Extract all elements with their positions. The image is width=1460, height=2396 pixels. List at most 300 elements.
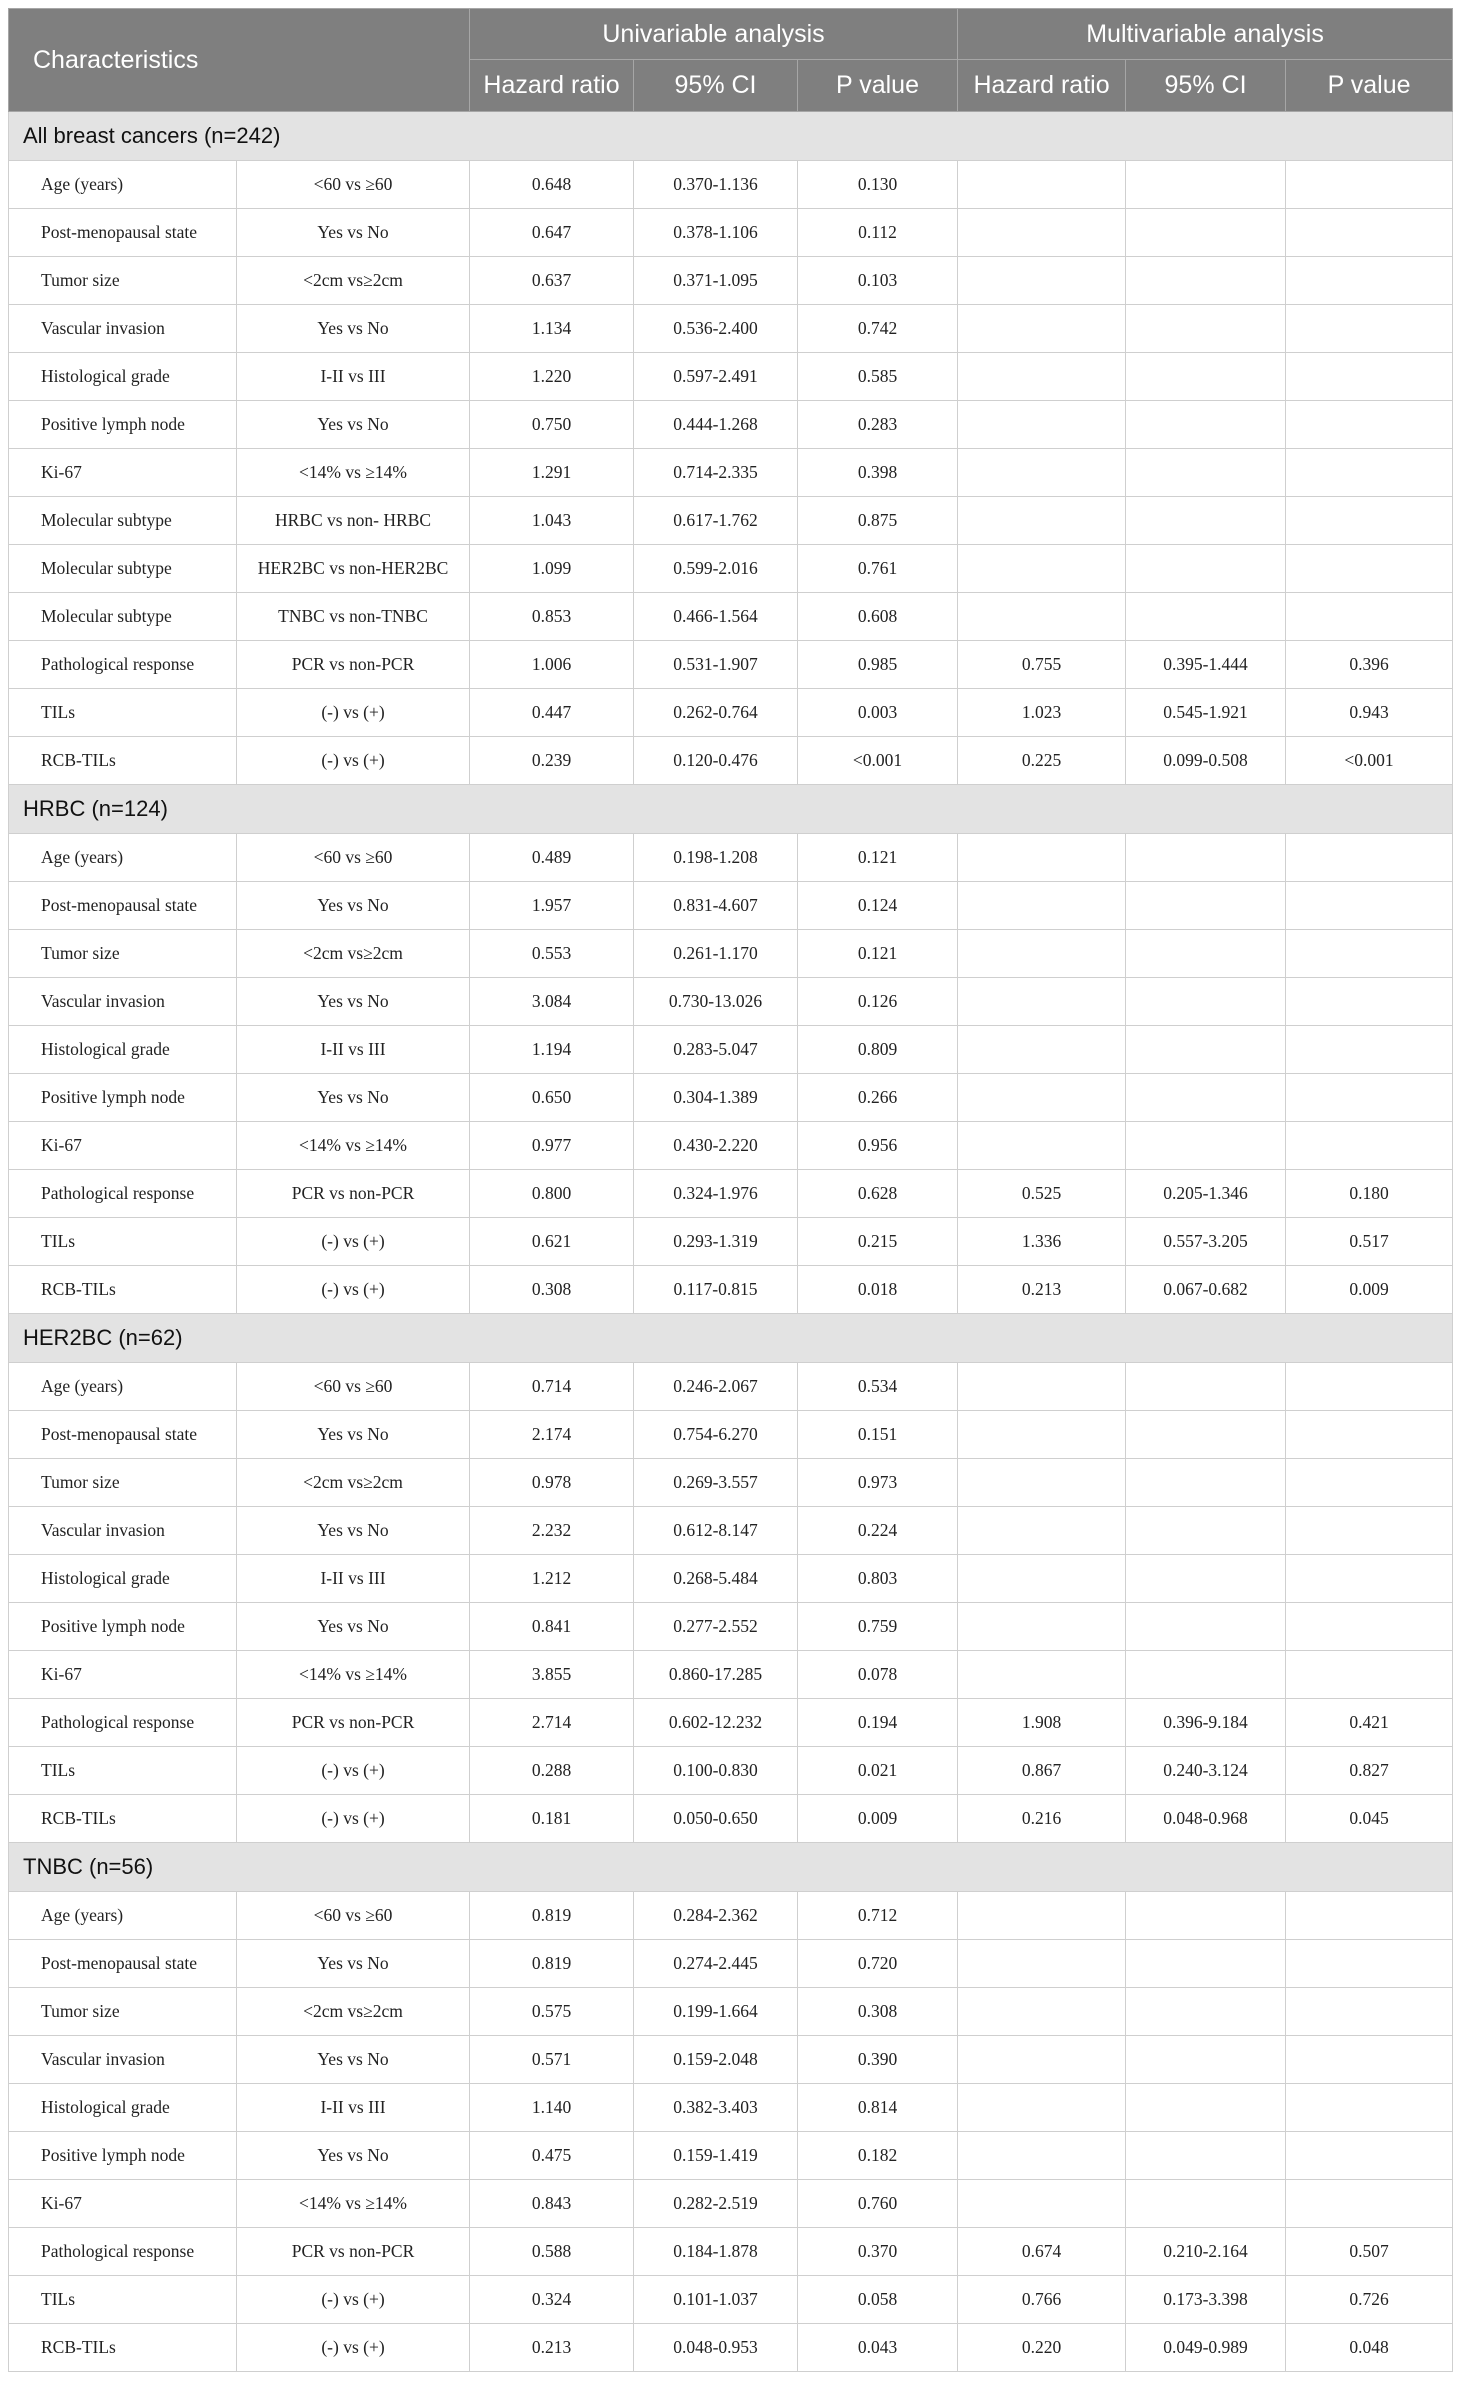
multi-ci-cell [1126,1074,1286,1122]
characteristic-cell: Post-menopausal state [9,1411,237,1459]
comparison-cell: <14% vs ≥14% [237,449,470,497]
uni-ci-cell: 0.284-2.362 [634,1892,798,1940]
comparison-cell: PCR vs non-PCR [237,1170,470,1218]
uni-p-value-cell: 0.742 [798,305,958,353]
table-row [9,593,1453,641]
comparison-cell: (-) vs (+) [237,1218,470,1266]
comparison-cell: Yes vs No [237,2132,470,2180]
multi-p-value-cell [1286,2132,1453,2180]
comparison-cell: (-) vs (+) [237,1266,470,1314]
multi-hazard-ratio-cell [958,834,1126,882]
characteristic-cell: Tumor size [9,1459,237,1507]
uni-ci-cell: 0.293-1.319 [634,1218,798,1266]
uni-hazard-ratio-cell: 0.213 [470,2324,634,2372]
uni-ci-cell: 0.324-1.976 [634,1170,798,1218]
uni-hazard-ratio-cell: 0.978 [470,1459,634,1507]
uni-p-value-cell: 0.215 [798,1218,958,1266]
uni-p-value-cell: <0.001 [798,737,958,785]
multi-p-value-cell [1286,1459,1453,1507]
uni-p-value-cell: 0.194 [798,1699,958,1747]
uni-ci-cell: 0.430-2.220 [634,1122,798,1170]
multi-ci-cell [1126,930,1286,978]
multi-ci-cell: 0.395-1.444 [1126,641,1286,689]
multi-p-value-cell: <0.001 [1286,737,1453,785]
multi-p-value-cell [1286,978,1453,1026]
multi-p-value-cell [1286,401,1453,449]
characteristic-cell: Pathological response [9,2228,237,2276]
uni-hazard-ratio-cell: 1.140 [470,2084,634,2132]
table-row [9,1747,1453,1795]
header-multi-ci: 95% CI [1126,60,1286,112]
multi-p-value-cell [1286,449,1453,497]
uni-p-value-cell: 0.809 [798,1026,958,1074]
uni-p-value-cell: 0.009 [798,1795,958,1843]
comparison-cell: <2cm vs≥2cm [237,1988,470,2036]
comparison-cell: I-II vs III [237,1026,470,1074]
comparison-cell: Yes vs No [237,1411,470,1459]
table-container [8,8,1452,2372]
multi-hazard-ratio-cell: 0.766 [958,2276,1126,2324]
multi-ci-cell: 0.240-3.124 [1126,1747,1286,1795]
table-row [9,1555,1453,1603]
multi-hazard-ratio-cell [958,545,1126,593]
multi-hazard-ratio-cell [958,1026,1126,1074]
uni-hazard-ratio-cell: 0.714 [470,1363,634,1411]
multi-p-value-cell [1286,930,1453,978]
uni-hazard-ratio-cell: 1.194 [470,1026,634,1074]
multi-hazard-ratio-cell: 0.225 [958,737,1126,785]
characteristic-cell: Age (years) [9,161,237,209]
table-row [9,737,1453,785]
uni-ci-cell: 0.597-2.491 [634,353,798,401]
uni-hazard-ratio-cell: 0.843 [470,2180,634,2228]
uni-hazard-ratio-cell: 0.571 [470,2036,634,2084]
comparison-cell: Yes vs No [237,209,470,257]
uni-p-value-cell: 0.021 [798,1747,958,1795]
uni-p-value-cell: 0.985 [798,641,958,689]
uni-p-value-cell: 0.130 [798,161,958,209]
multi-hazard-ratio-cell [958,2036,1126,2084]
table-row [9,257,1453,305]
multi-hazard-ratio-cell [958,2132,1126,2180]
uni-ci-cell: 0.050-0.650 [634,1795,798,1843]
multi-ci-cell [1126,1122,1286,1170]
multi-p-value-cell: 0.827 [1286,1747,1453,1795]
table-row [9,1122,1453,1170]
uni-ci-cell: 0.714-2.335 [634,449,798,497]
characteristic-cell: Age (years) [9,1892,237,1940]
uni-ci-cell: 0.730-13.026 [634,978,798,1026]
uni-p-value-cell: 0.121 [798,930,958,978]
uni-p-value-cell: 0.121 [798,834,958,882]
uni-hazard-ratio-cell: 0.239 [470,737,634,785]
uni-p-value-cell: 0.761 [798,545,958,593]
multi-p-value-cell [1286,1026,1453,1074]
characteristic-cell: Post-menopausal state [9,1940,237,1988]
characteristic-cell: Age (years) [9,1363,237,1411]
header-univariable: Univariable analysis [470,9,958,60]
comparison-cell: <60 vs ≥60 [237,1892,470,1940]
uni-hazard-ratio-cell: 0.800 [470,1170,634,1218]
multi-hazard-ratio-cell [958,978,1126,1026]
multi-hazard-ratio-cell [958,593,1126,641]
uni-ci-cell: 0.444-1.268 [634,401,798,449]
uni-ci-cell: 0.159-1.419 [634,2132,798,2180]
uni-hazard-ratio-cell: 2.714 [470,1699,634,1747]
characteristic-cell: TILs [9,1747,237,1795]
uni-hazard-ratio-cell: 2.174 [470,1411,634,1459]
multi-p-value-cell [1286,209,1453,257]
uni-ci-cell: 0.831-4.607 [634,882,798,930]
characteristic-cell: RCB-TILs [9,1266,237,1314]
table-row [9,497,1453,545]
multi-hazard-ratio-cell [958,1892,1126,1940]
multi-ci-cell [1126,1555,1286,1603]
uni-p-value-cell: 0.585 [798,353,958,401]
multi-hazard-ratio-cell [958,161,1126,209]
multi-ci-cell [1126,2084,1286,2132]
multi-hazard-ratio-cell [958,305,1126,353]
characteristic-cell: Ki-67 [9,1122,237,1170]
multi-ci-cell [1126,1363,1286,1411]
table-row [9,1892,1453,1940]
comparison-cell: (-) vs (+) [237,1795,470,1843]
uni-ci-cell: 0.268-5.484 [634,1555,798,1603]
comparison-cell: (-) vs (+) [237,2276,470,2324]
comparison-cell: PCR vs non-PCR [237,641,470,689]
table-row [9,641,1453,689]
header-uni-ci: 95% CI [634,60,798,112]
multi-hazard-ratio-cell [958,1988,1126,2036]
uni-p-value-cell: 0.182 [798,2132,958,2180]
characteristic-cell: Histological grade [9,1555,237,1603]
table-row [9,2324,1453,2372]
multi-p-value-cell [1286,1122,1453,1170]
table-row [9,1074,1453,1122]
characteristic-cell: Ki-67 [9,2180,237,2228]
characteristic-cell: Vascular invasion [9,305,237,353]
uni-ci-cell: 0.277-2.552 [634,1603,798,1651]
comparison-cell: PCR vs non-PCR [237,1699,470,1747]
uni-hazard-ratio-cell: 0.750 [470,401,634,449]
comparison-cell: Yes vs No [237,1603,470,1651]
characteristic-cell: Post-menopausal state [9,209,237,257]
uni-hazard-ratio-cell: 0.489 [470,834,634,882]
table-row [9,1026,1453,1074]
comparison-cell: I-II vs III [237,2084,470,2132]
uni-p-value-cell: 0.973 [798,1459,958,1507]
multi-p-value-cell [1286,1892,1453,1940]
uni-p-value-cell: 0.103 [798,257,958,305]
uni-hazard-ratio-cell: 0.308 [470,1266,634,1314]
uni-p-value-cell: 0.224 [798,1507,958,1555]
multi-hazard-ratio-cell: 0.674 [958,2228,1126,2276]
table-row [9,2036,1453,2084]
uni-ci-cell: 0.602-12.232 [634,1699,798,1747]
multi-ci-cell [1126,1507,1286,1555]
comparison-cell: Yes vs No [237,882,470,930]
characteristic-cell: Vascular invasion [9,1507,237,1555]
table-row [9,209,1453,257]
table-row [9,1459,1453,1507]
multi-hazard-ratio-cell [958,2084,1126,2132]
uni-hazard-ratio-cell: 0.977 [470,1122,634,1170]
multi-ci-cell: 0.545-1.921 [1126,689,1286,737]
comparison-cell: <2cm vs≥2cm [237,1459,470,1507]
multi-ci-cell: 0.396-9.184 [1126,1699,1286,1747]
multi-p-value-cell [1286,257,1453,305]
uni-p-value-cell: 0.814 [798,2084,958,2132]
comparison-cell: <2cm vs≥2cm [237,257,470,305]
comparison-cell: Yes vs No [237,1940,470,1988]
multi-p-value-cell [1286,1507,1453,1555]
comparison-cell: I-II vs III [237,1555,470,1603]
header-characteristics: Characteristics [9,9,470,112]
multi-p-value-cell [1286,2084,1453,2132]
group-title: HER2BC (n=62) [9,1314,1453,1363]
uni-ci-cell: 0.198-1.208 [634,834,798,882]
group-title: All breast cancers (n=242) [9,112,1453,161]
uni-ci-cell: 0.282-2.519 [634,2180,798,2228]
multi-p-value-cell [1286,2036,1453,2084]
table-row [9,1603,1453,1651]
table-row [9,1266,1453,1314]
multi-ci-cell: 0.210-2.164 [1126,2228,1286,2276]
uni-ci-cell: 0.159-2.048 [634,2036,798,2084]
characteristic-cell: Histological grade [9,2084,237,2132]
comparison-cell: HRBC vs non- HRBC [237,497,470,545]
characteristic-cell: Tumor size [9,257,237,305]
multi-ci-cell: 0.049-0.989 [1126,2324,1286,2372]
comparison-cell: <14% vs ≥14% [237,2180,470,2228]
uni-p-value-cell: 0.078 [798,1651,958,1699]
table-row [9,1699,1453,1747]
uni-p-value-cell: 0.759 [798,1603,958,1651]
characteristic-cell: TILs [9,689,237,737]
multi-p-value-cell: 0.507 [1286,2228,1453,2276]
table-row [9,161,1453,209]
multi-hazard-ratio-cell [958,882,1126,930]
uni-p-value-cell: 0.760 [798,2180,958,2228]
multi-hazard-ratio-cell [958,2180,1126,2228]
group-header-row [9,785,1453,834]
table-row [9,2084,1453,2132]
uni-p-value-cell: 0.126 [798,978,958,1026]
uni-ci-cell: 0.283-5.047 [634,1026,798,1074]
multi-hazard-ratio-cell [958,1411,1126,1459]
uni-p-value-cell: 0.112 [798,209,958,257]
uni-p-value-cell: 0.043 [798,2324,958,2372]
uni-p-value-cell: 0.283 [798,401,958,449]
multi-p-value-cell [1286,593,1453,641]
uni-ci-cell: 0.048-0.953 [634,2324,798,2372]
table-row [9,305,1453,353]
multi-p-value-cell [1286,1940,1453,1988]
multi-p-value-cell: 0.396 [1286,641,1453,689]
multi-hazard-ratio-cell: 1.908 [958,1699,1126,1747]
uni-p-value-cell: 0.628 [798,1170,958,1218]
characteristic-cell: TILs [9,2276,237,2324]
group-title: HRBC (n=124) [9,785,1453,834]
uni-hazard-ratio-cell: 3.084 [470,978,634,1026]
uni-ci-cell: 0.120-0.476 [634,737,798,785]
uni-ci-cell: 0.101-1.037 [634,2276,798,2324]
uni-p-value-cell: 0.720 [798,1940,958,1988]
comparison-cell: Yes vs No [237,1074,470,1122]
uni-hazard-ratio-cell: 0.621 [470,1218,634,1266]
uni-ci-cell: 0.100-0.830 [634,1747,798,1795]
uni-ci-cell: 0.754-6.270 [634,1411,798,1459]
multi-p-value-cell [1286,305,1453,353]
multi-hazard-ratio-cell [958,1122,1126,1170]
multi-p-value-cell [1286,1363,1453,1411]
uni-p-value-cell: 0.003 [798,689,958,737]
multi-hazard-ratio-cell [958,1363,1126,1411]
uni-hazard-ratio-cell: 1.043 [470,497,634,545]
comparison-cell: TNBC vs non-TNBC [237,593,470,641]
multi-ci-cell [1126,449,1286,497]
multi-ci-cell [1126,1892,1286,1940]
table-row [9,545,1453,593]
uni-p-value-cell: 0.608 [798,593,958,641]
group-header-row [9,1843,1453,1892]
multi-ci-cell: 0.557-3.205 [1126,1218,1286,1266]
characteristic-cell: Positive lymph node [9,401,237,449]
comparison-cell: (-) vs (+) [237,689,470,737]
multi-ci-cell [1126,1940,1286,1988]
comparison-cell: (-) vs (+) [237,1747,470,1795]
multi-hazard-ratio-cell [958,1555,1126,1603]
multi-ci-cell [1126,834,1286,882]
table-row [9,449,1453,497]
table-body [9,112,1453,2372]
table-row [9,353,1453,401]
multi-hazard-ratio-cell: 0.213 [958,1266,1126,1314]
multi-ci-cell [1126,401,1286,449]
uni-hazard-ratio-cell: 0.588 [470,2228,634,2276]
characteristic-cell: Vascular invasion [9,978,237,1026]
group-header-row [9,112,1453,161]
multi-ci-cell: 0.173-3.398 [1126,2276,1286,2324]
multi-ci-cell [1126,1603,1286,1651]
table-row [9,1170,1453,1218]
uni-ci-cell: 0.531-1.907 [634,641,798,689]
uni-hazard-ratio-cell: 1.099 [470,545,634,593]
multi-hazard-ratio-cell: 0.755 [958,641,1126,689]
table-row [9,2228,1453,2276]
uni-hazard-ratio-cell: 0.324 [470,2276,634,2324]
uni-ci-cell: 0.274-2.445 [634,1940,798,1988]
uni-ci-cell: 0.378-1.106 [634,209,798,257]
uni-ci-cell: 0.371-1.095 [634,257,798,305]
characteristic-cell: Pathological response [9,641,237,689]
uni-p-value-cell: 0.534 [798,1363,958,1411]
uni-hazard-ratio-cell: 0.553 [470,930,634,978]
multi-hazard-ratio-cell [958,1940,1126,1988]
multi-hazard-ratio-cell [958,353,1126,401]
uni-p-value-cell: 0.018 [798,1266,958,1314]
characteristic-cell: Positive lymph node [9,1603,237,1651]
multi-p-value-cell: 0.009 [1286,1266,1453,1314]
characteristic-cell: Ki-67 [9,1651,237,1699]
multi-p-value-cell [1286,1603,1453,1651]
uni-ci-cell: 0.246-2.067 [634,1363,798,1411]
uni-ci-cell: 0.382-3.403 [634,2084,798,2132]
uni-p-value-cell: 0.266 [798,1074,958,1122]
multi-hazard-ratio-cell: 0.525 [958,1170,1126,1218]
table-row [9,1363,1453,1411]
comparison-cell: <60 vs ≥60 [237,161,470,209]
multi-hazard-ratio-cell [958,1507,1126,1555]
multi-ci-cell [1126,2036,1286,2084]
multi-ci-cell: 0.067-0.682 [1126,1266,1286,1314]
comparison-cell: (-) vs (+) [237,737,470,785]
multi-hazard-ratio-cell: 0.216 [958,1795,1126,1843]
uni-p-value-cell: 0.058 [798,2276,958,2324]
uni-hazard-ratio-cell: 3.855 [470,1651,634,1699]
characteristic-cell: Post-menopausal state [9,882,237,930]
table-row [9,930,1453,978]
multi-ci-cell [1126,353,1286,401]
uni-ci-cell: 0.370-1.136 [634,161,798,209]
header-multi-hazard-ratio: Hazard ratio [958,60,1126,112]
multi-ci-cell [1126,1411,1286,1459]
multi-p-value-cell: 0.726 [1286,2276,1453,2324]
multi-ci-cell [1126,593,1286,641]
multi-hazard-ratio-cell [958,401,1126,449]
uni-hazard-ratio-cell: 1.134 [470,305,634,353]
table-row [9,2180,1453,2228]
characteristic-cell: Vascular invasion [9,2036,237,2084]
multi-p-value-cell [1286,353,1453,401]
comparison-cell: <2cm vs≥2cm [237,930,470,978]
group-title: TNBC (n=56) [9,1843,1453,1892]
characteristic-cell: Positive lymph node [9,1074,237,1122]
uni-hazard-ratio-cell: 0.841 [470,1603,634,1651]
uni-ci-cell: 0.117-0.815 [634,1266,798,1314]
uni-hazard-ratio-cell: 0.853 [470,593,634,641]
multi-hazard-ratio-cell [958,209,1126,257]
uni-p-value-cell: 0.875 [798,497,958,545]
uni-hazard-ratio-cell: 1.212 [470,1555,634,1603]
comparison-cell: Yes vs No [237,2036,470,2084]
uni-ci-cell: 0.261-1.170 [634,930,798,978]
uni-ci-cell: 0.184-1.878 [634,2228,798,2276]
multi-ci-cell: 0.205-1.346 [1126,1170,1286,1218]
characteristic-cell: Histological grade [9,1026,237,1074]
table-row [9,1507,1453,1555]
characteristic-cell: Positive lymph node [9,2132,237,2180]
uni-p-value-cell: 0.370 [798,2228,958,2276]
multi-hazard-ratio-cell [958,1651,1126,1699]
table-row [9,401,1453,449]
multi-p-value-cell [1286,1988,1453,2036]
multi-ci-cell [1126,1651,1286,1699]
comparison-cell: Yes vs No [237,305,470,353]
table-row [9,689,1453,737]
table-row [9,1940,1453,1988]
uni-ci-cell: 0.262-0.764 [634,689,798,737]
multi-hazard-ratio-cell [958,449,1126,497]
multi-hazard-ratio-cell [958,930,1126,978]
multi-hazard-ratio-cell: 1.023 [958,689,1126,737]
table-row [9,978,1453,1026]
header-uni-hazard-ratio: Hazard ratio [470,60,634,112]
uni-ci-cell: 0.617-1.762 [634,497,798,545]
multi-ci-cell [1126,209,1286,257]
uni-ci-cell: 0.269-3.557 [634,1459,798,1507]
multi-hazard-ratio-cell [958,1074,1126,1122]
